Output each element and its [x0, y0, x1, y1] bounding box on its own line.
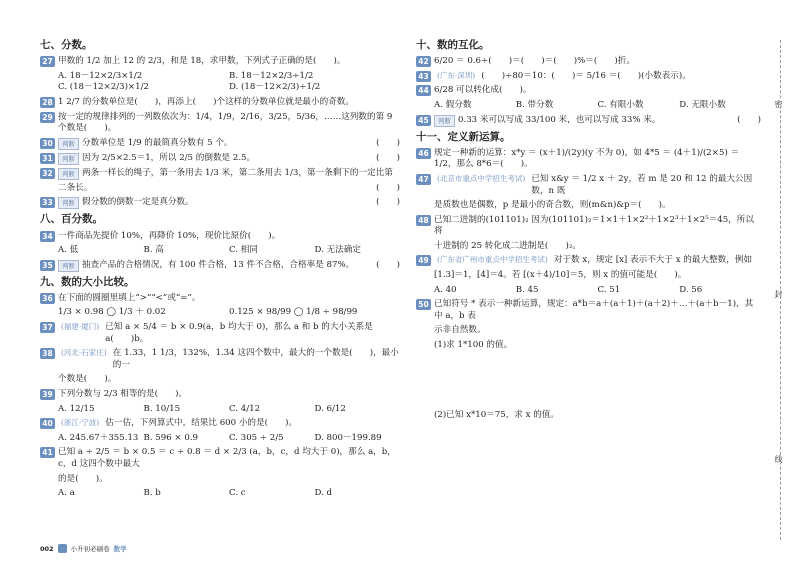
- question-continuation: 十进制的 25 转化成二进制是( )₂。: [434, 240, 581, 251]
- question-continuation: 的是( )。: [58, 473, 108, 484]
- question-33: 33 判断 假分数的倒数一定是真分数。 ( ): [40, 197, 400, 209]
- question-32: 32 判断 两条一样长的绳子，第一条用去 1/3 米，第二条用去 1/3，第一条剩下的一定比第: [40, 168, 400, 180]
- question-47: 47 (北京市重点中学招生考试) 已知 x&y ＝ 1/2 x ＋ 2y，若 m 是 20 和 12 的最大公因数，n 既: [416, 174, 761, 197]
- section-heading: 八、百分数。: [40, 213, 103, 226]
- question-36: 36 在下面的圆圈里填上“>”“<”或“=”。: [40, 293, 400, 305]
- question-44: 44 6/28 可以转化成( )。: [416, 85, 761, 97]
- section-heading: 九、数的大小比较。: [40, 275, 135, 288]
- question-28: 28 1 2/7 的分数单位是( )，再添上( )个这样的分数单位就是最小的奇数。: [40, 97, 400, 109]
- options: A. 低 B. 高 C. 相同 D. 无法确定: [58, 245, 361, 256]
- page-footer: [40, 544, 127, 553]
- section-heading: 十一、定义新运算。: [416, 130, 511, 143]
- question-38: 38 (河北·石家庄) 在 1.33，1 1/3，132%，1.3̇4 这四个数中，最大的一个数是( )，最小的一: [40, 348, 400, 371]
- question-41: 41 已知 a ÷ 2/5 ＝ b × 0.5 ＝ c ÷ 0.8 ＝ d × 2/3 (a，b，c，d 均大于 0)，那么 a，b，c，d 这四个数中最大: [40, 447, 400, 470]
- seal-char: 封: [774, 290, 783, 298]
- right-column: [416, 38, 761, 424]
- question-49: 49 (广东省广州市重点中学招生考试) 对于数 x，规定 [x] 表示不大于 x 的最大整数，例如: [416, 255, 761, 267]
- question-29: 29 按一定的规律排列的一列数依次为：1/4，1/9，2/16，3/25，5/36，……这列数的第 9 个数是( )。: [40, 112, 400, 135]
- question-43: 43 (广东·深圳) ( )÷80＝10：( )＝ 5/16 ＝( )(小数表示)。: [416, 71, 761, 83]
- question-34: 34 一件商品先提价 10%，再降价 10%，现价比原价( )。: [40, 231, 400, 243]
- options: A. 40 B. 45 C. 51 D. 56: [434, 284, 703, 295]
- book-logo-icon: [58, 544, 67, 553]
- question-45: 45 判断 0.33 米可以写成 33/100 米，也可以写成 33% 米。 ( ): [416, 115, 761, 127]
- question-31: 31 判断 因为 2/5×2.5＝1，所以 2/5 的倒数是 2.5。 ( ): [40, 153, 400, 165]
- section-heading: 十、数的互化。: [416, 39, 490, 51]
- question-27: 27 甲数的 1/2 加上 12 的 2/3，和是 18，求甲数，下列式子正确的是( )。: [40, 56, 400, 68]
- question-35: 35 判断 抽查产品的合格情况，有 100 件合格，13 件不合格，合格率是 87%。 ( ): [40, 260, 400, 272]
- question-50: 50 已知符号 * 表示一种新运算，规定：a*b＝a＋(a＋1)＋(a＋2)＋…＋(a＋b－1)，其中 a，b 表: [416, 299, 761, 322]
- answer-space: [416, 355, 761, 410]
- sub-question-2: (2)已知 x*10＝75，求 x 的值。: [434, 409, 559, 420]
- question-continuation: 二条长。 ( ): [58, 182, 400, 193]
- seal-char: 线: [774, 455, 783, 463]
- question-30: 30 判断 分数单位是 1/9 的最简真分数有 5 个。 ( ): [40, 138, 400, 150]
- options: A. a B. b C. c D. d: [58, 488, 333, 499]
- page-number: 002: [40, 544, 54, 553]
- options: A. 18－12×2/3×1/2 B. 18－12×2/3÷1/2 C. (18－12×2/3)×1/2 D. (18－12×2/3)÷1/2: [58, 70, 321, 93]
- subject-label: 数学: [113, 545, 127, 553]
- options: A. 245.67＋355.13 B. 596 × 0.9 C. 305 ÷ 2/5 D. 800－199.89: [58, 432, 382, 443]
- question-37: 37 (福建·厦门) 已知 a × 5/4 ＝ b × 0.9(a，b 均大于 0)，那么 a 和 b 的大小关系是 a( )b。: [40, 322, 400, 345]
- book-title: 小升初必刷卷: [70, 545, 110, 553]
- question-continuation: [1.3]＝1，[4]＝4。若 [(x＋4)/10]＝5，则 x 的值可能是( )。: [434, 270, 687, 281]
- question-continuation: 示非自然数。: [434, 325, 486, 336]
- question-39: 39 下列分数与 2/3 相等的是( )。: [40, 389, 400, 401]
- question-42: 42 6/20 ＝ 0.6÷( )＝( )＝( )%＝( )折。: [416, 56, 761, 68]
- question-40: 40 (浙江·宁波) 估一估，下列算式中，结果比 600 小的是( )。: [40, 418, 400, 430]
- question-continuation: 是质数也是偶数，p 是最小的奇合数，则(m&n)&p＝( )。: [434, 200, 671, 211]
- options: A. 12/15 B. 10/15 C. 4/12 D. 6/12: [58, 403, 346, 414]
- comparison-items: 1/3 × 0.98 ◯ 1/3 ＋ 0.02 0.125 × 98/99 ◯ 1/8 ÷ 98/99: [58, 307, 358, 318]
- options: A. 假分数 B. 带分数 C. 有限小数 D. 无限小数: [434, 99, 726, 110]
- question-48: 48 已知二进制的(101101)₂ 因为(101101)₂＝1×1＋1×2²＋1×2³＋1×2⁵＝45，所以将: [416, 215, 761, 238]
- section-heading: 七、分数。: [40, 39, 93, 51]
- question-46: 46 规定一种新的运算：x*y ＝ (x＋1)/(2y)(y 不为 0)，如 4*5 ＝ (4＋1)/(2×5) ＝ 1/2，那么 8*6＝( )。: [416, 148, 761, 171]
- left-column: [40, 38, 400, 503]
- question-continuation: 个数是( )。: [58, 374, 117, 385]
- seal-char: 密: [774, 100, 783, 108]
- sub-question-1: (1)求 1*100 的值。: [434, 340, 513, 351]
